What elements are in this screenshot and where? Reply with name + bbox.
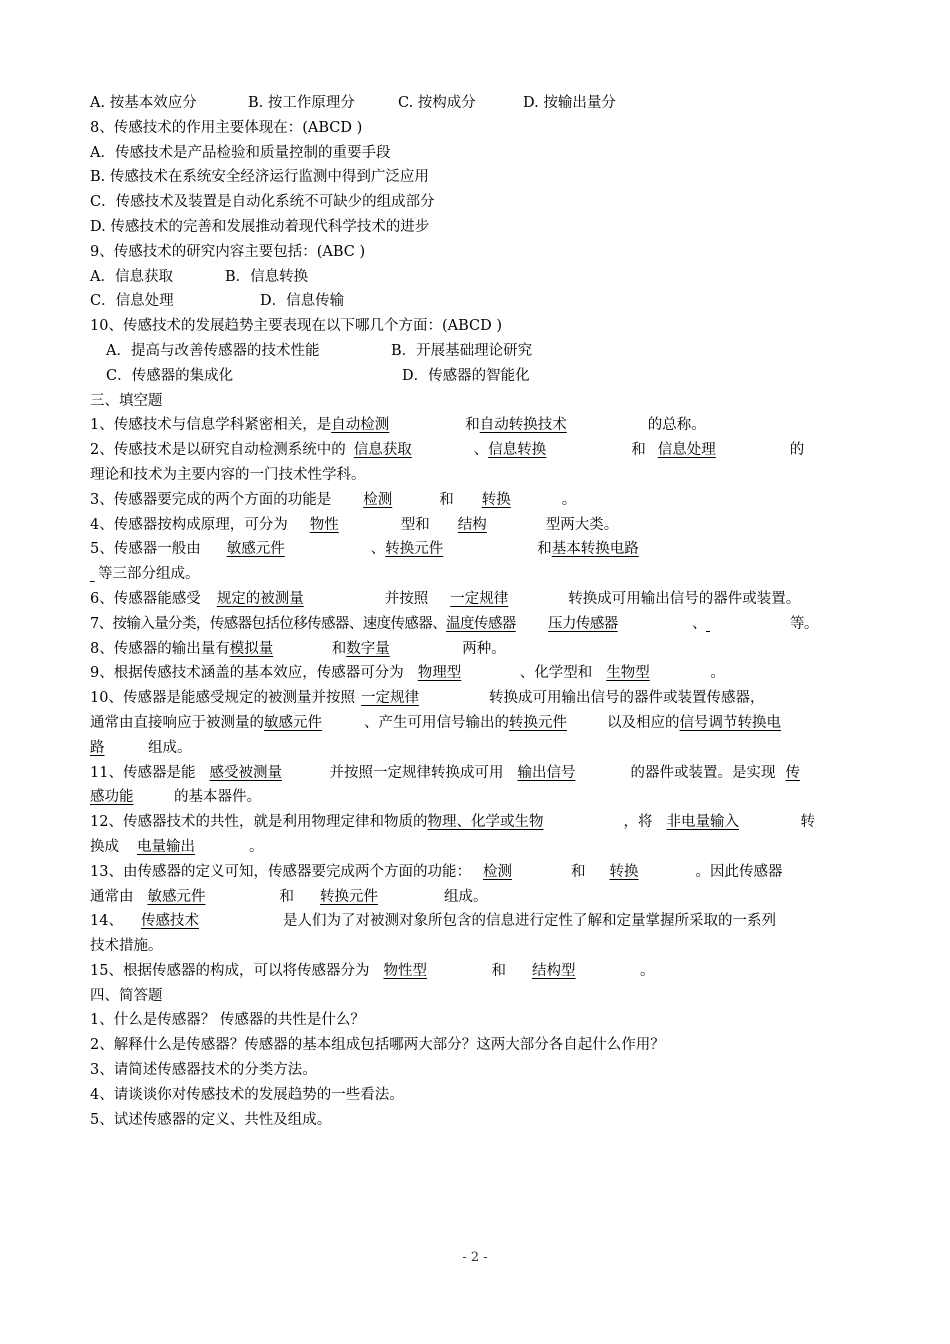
mc-q10-cd [90, 364, 862, 389]
q-text: 的 [789, 442, 805, 459]
section-heading-short: 四、简答题 [90, 987, 163, 1004]
q-text: 和 [279, 888, 294, 905]
answer-blank: 规定的被测量 [216, 590, 304, 607]
fill-q8 [90, 637, 862, 662]
short-q1: 1、什么是传感器？ 传感器的共性是什么？ [90, 1012, 365, 1029]
answer-blank: 敏感元件 [226, 541, 285, 558]
q-text: 6、传感器能感受 [90, 590, 201, 607]
short-q3: 3、请简述传感器技术的分类方法。 [90, 1062, 317, 1079]
q-text: 通常由 [90, 888, 134, 905]
answer-blank: 传 [785, 764, 800, 781]
mc-q9-ab [90, 265, 862, 290]
q-text: 、化学型和 [519, 665, 593, 682]
answer-blank: 物理型 [417, 665, 462, 682]
option-d: D．传感器的智能化 [402, 367, 530, 384]
mc-q8-c: C．传感技术及装置是自动化系统不可缺少的组成部分 [90, 194, 435, 211]
answer-blank: 结构型 [531, 962, 576, 979]
q-text: 和 [439, 491, 454, 508]
option-c: C．信息处理 [90, 293, 174, 310]
answer-blank: 物性 [309, 516, 339, 533]
q-text: 。因此传感器 [695, 863, 783, 880]
q-text: 7、按输入量分类，传感器包括位移传感器、速度传感器、 [90, 615, 447, 632]
q-text: 3、传感器要完成的两个方面的功能是 [90, 491, 332, 508]
answer-blank: 自动转换技术 [479, 417, 567, 434]
fill-q1 [90, 413, 862, 438]
fill-q7 [90, 612, 862, 637]
mc-q8: 8、传感技术的作用主要体现在：(ABCD ) [90, 119, 363, 136]
fill-q10 [90, 686, 862, 711]
answer-blank: 电量输出 [137, 838, 195, 855]
mc-q9: 9、传感技术的研究内容主要包括：(ABC ) [90, 243, 366, 260]
answer-blank-tail [90, 562, 98, 587]
answer-blank: 结构 [457, 516, 487, 533]
answer-blank: 非电量输入 [666, 814, 739, 831]
answer-blank: 物性型 [383, 962, 427, 979]
mc-q10: 10、传感技术的发展趋势主要表现在以下哪几个方面：(ABCD ) [90, 318, 502, 335]
short-q5: 5、试述传感器的定义、共性及组成。 [90, 1111, 332, 1128]
fill-q13-b [90, 885, 862, 910]
q-text: 15、根据传感器的构成，可以将传感器分为 [90, 962, 370, 979]
answer-blank: 传感技术 [140, 913, 199, 930]
answer-blank: 模拟量 [229, 640, 274, 657]
option-b: B. 按工作原理分 [248, 95, 355, 111]
q-text: 5、传感器一般由 [90, 541, 201, 558]
answer-blank: 感功能 [90, 789, 134, 806]
answer-blank: 温度传感器 [446, 615, 516, 632]
q-text: 11、传感器是能 [90, 764, 196, 781]
answer-blank: 输出信号 [517, 764, 576, 781]
option-d: D. 按输出量分 [523, 95, 616, 111]
q-text: 的基本器件。 [174, 789, 261, 806]
document-page [90, 91, 862, 1132]
short-q4: 4、请谈谈你对传感技术的发展趋势的一些看法。 [90, 1086, 404, 1103]
q-text: 并按照一定规律转换成可用 [329, 764, 504, 781]
fill-q15 [90, 959, 862, 984]
option-c: C．传感器的集成化 [106, 367, 234, 384]
option-a: A．信息获取 [90, 268, 173, 285]
q-text: 、 [692, 615, 707, 632]
q-text: 和 [491, 962, 506, 979]
fill-q3 [90, 488, 862, 513]
answer-blank-empty [706, 612, 790, 637]
answer-blank: 敏感元件 [264, 714, 322, 731]
answer-blank: 转换 [609, 863, 639, 880]
short-q2: 2、解释什么是传感器？传感器的基本组成包括哪两大部分？这两大部分各自起什么作用？ [90, 1037, 665, 1054]
fill-q5 [90, 537, 862, 562]
q-text: 和 [570, 863, 586, 880]
q-text: 、 [370, 541, 386, 558]
answer-blank: 路 [90, 739, 105, 756]
section-heading-fill: 三、填空题 [90, 392, 163, 409]
answer-blank: 基本转换电路 [551, 541, 639, 558]
fill-q10-c [90, 736, 862, 761]
fill-q6 [90, 587, 862, 612]
mc-q8-b: B. 传感技术在系统安全经济运行监测中得到广泛应用 [90, 169, 429, 186]
fill-q10-b [90, 711, 862, 736]
fill-q2-cont: 理论和技术为主要内容的一门技术性学科。 [90, 466, 366, 483]
answer-blank: 压力传感器 [548, 615, 618, 632]
fill-q5-cont [90, 562, 862, 587]
q-text: 型两大类。 [545, 516, 619, 533]
q-text: 换成 [90, 838, 119, 855]
q-text: 以及相应的 [607, 714, 680, 731]
answer-blank: 信息转换 [488, 442, 547, 459]
answer-blank: 一定规律 [450, 590, 509, 607]
mc-q8-a: A．传感技术是产品检验和质量控制的重要手段 [90, 144, 391, 161]
answer-blank: 信号调节转换电 [679, 714, 781, 731]
q-text: 等三部分组成。 [98, 566, 200, 583]
q-text: 的器件或装置。是实现 [630, 764, 776, 781]
q-text: 转换成可用输出信号的器件或装置传感器， [488, 690, 765, 707]
q-text: 14、 [90, 913, 123, 930]
fill-q12 [90, 810, 862, 835]
q-text: 。 [639, 962, 655, 979]
answer-blank: 感受被测量 [209, 764, 282, 781]
q-text: 9、根据传感技术涵盖的基本效应，传感器可分为 [90, 665, 404, 682]
fill-q11 [90, 761, 862, 786]
q-text: 的总称。 [647, 417, 706, 434]
answer-blank: 转换 [481, 491, 511, 508]
q-text: 转换成可用输出信号的器件或装置。 [568, 590, 801, 607]
q-text: 组成。 [148, 739, 192, 756]
q-text: 、 [473, 442, 489, 459]
answer-blank: 敏感元件 [147, 888, 206, 905]
mc-q10-ab [90, 339, 862, 364]
fill-q2 [90, 438, 862, 463]
option-d: D．信息传输 [260, 293, 345, 310]
q-text: 通常由直接响应于被测量的 [90, 714, 264, 731]
q-text: 。 [710, 665, 725, 682]
q-text: 型和 [400, 516, 430, 533]
answer-blank: 信息获取 [353, 442, 412, 459]
q-text: 并按照 [384, 590, 429, 607]
option-b: B．开展基础理论研究 [391, 342, 533, 359]
fill-q9 [90, 661, 862, 686]
answer-blank: 检测 [363, 491, 393, 508]
mc-q9-cd [90, 289, 862, 314]
answer-blank: 转换元件 [385, 541, 444, 558]
q-text: 和 [331, 640, 347, 657]
q-text: 4、传感器按构成原理，可分为 [90, 516, 288, 533]
q-text: 转 [800, 814, 815, 831]
answer-blank: 生物型 [606, 665, 650, 682]
q-text: ，将 [623, 814, 653, 831]
fill-q4 [90, 513, 862, 538]
q-text: 两种。 [462, 640, 506, 657]
mc-q8-d: D. 传感技术的完善和发展推动着现代科学技术的进步 [90, 218, 430, 235]
q-text: 8、传感器的输出量有 [90, 640, 230, 657]
fill-q13 [90, 860, 862, 885]
q-text: 12、传感器技术的共性，就是利用物理定律和物质的 [90, 814, 428, 831]
mc-q7-options [90, 91, 862, 116]
option-a: A．提高与改善传感器的技术性能 [106, 342, 320, 359]
page-number: - 2 - [462, 1250, 488, 1265]
fill-q12-b [90, 835, 862, 860]
answer-blank: 信息处理 [657, 442, 716, 459]
q-text: 10、传感器是能感受规定的被测量并按照 [90, 690, 355, 707]
fill-q14-b: 技术措施。 [90, 938, 163, 955]
q-text: 。 [249, 838, 264, 855]
answer-blank: 数字量 [346, 640, 390, 657]
option-b: B．信息转换 [225, 268, 309, 285]
q-text: 是人们为了对被测对象所包含的信息进行定性了解和定量掌握所采取的一系列 [282, 913, 776, 930]
q-text: 和 [537, 541, 552, 558]
q-text: 。 [561, 491, 577, 508]
option-a: A. 按基本效应分 [90, 95, 197, 111]
answer-blank: 转换元件 [509, 714, 567, 731]
option-c: C. 按构成分 [398, 95, 476, 111]
q-text: 13、由传感器的定义可知，传感器要完成两个方面的功能： [90, 863, 471, 880]
q-text: 组成。 [444, 888, 488, 905]
fill-q11-b [90, 785, 862, 810]
q-text: 2、传感技术是以研究自动检测系统中的 [90, 442, 346, 459]
fill-q14 [90, 909, 862, 934]
q-text: 和 [631, 442, 646, 459]
answer-blank: 检测 [482, 863, 512, 880]
answer-blank: 一定规律 [360, 690, 419, 707]
q-text: 、产生可用信号输出的 [364, 714, 509, 731]
q-text: 等。 [790, 615, 818, 632]
q-text: 1、传感技术与信息学科紧密相关，是 [90, 417, 332, 434]
q-text: 和 [465, 417, 480, 434]
answer-blank: 物理、化学或生物 [427, 814, 544, 831]
answer-blank: 自动检测 [331, 417, 390, 434]
answer-blank: 转换元件 [320, 888, 378, 905]
